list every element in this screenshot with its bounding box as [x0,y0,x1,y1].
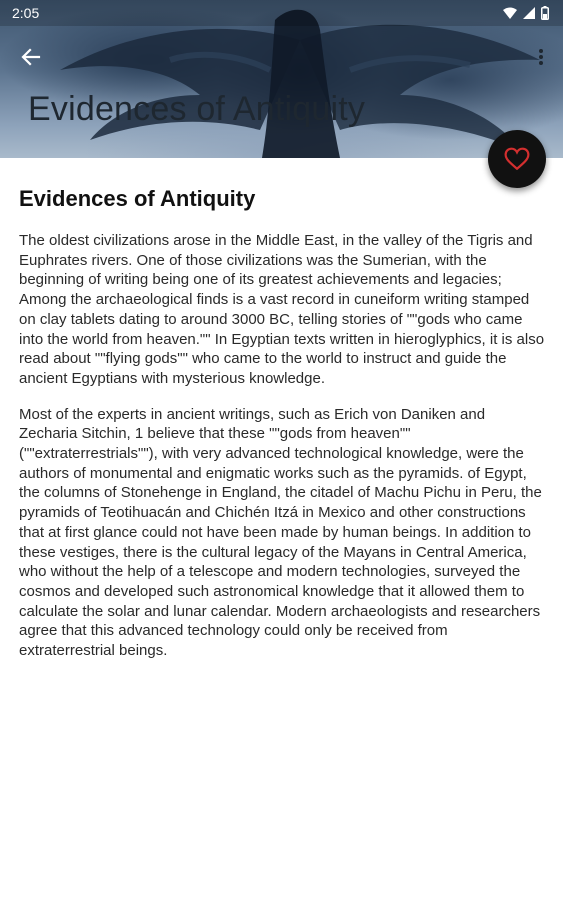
more-options-button[interactable] [529,40,553,74]
heart-icon [504,147,530,171]
article-title: Evidences of Antiquity [19,186,256,211]
status-icons [503,6,549,20]
more-vert-icon [538,48,544,66]
battery-icon [541,6,549,20]
favorite-button[interactable] [488,130,546,188]
wifi-icon [503,7,517,19]
status-bar [0,0,563,26]
back-button[interactable] [14,40,48,74]
arrow-back-icon [21,47,41,67]
signal-icon [523,7,535,19]
article-paragraph: Most of the experts in ancient writings, such as Erich von Daniken and Zecharia Sitchin, 1 believe that these ""gods from heaven"" (""extraterrestrials""), with very advanced technological knowledge, were the authors of monumental and enigmatic works such as the pyramids. of Egypt, the columns of Stonehenge in England, the citadel of Machu Pichu in Peru, the pyramids of Teotihuacán and Chichén Itzá in Mexico and other constructions that at first glance could not have been made by human beings. In addition to these vestiges, there is the cultural legacy of the Mayans in Central America, who without the help of a telescope and modern technologies, surveyed the cosmos and developed such astronomical knowledge that it allowed them to calculate the solar and lunar calendar. Modern archaeologists and researchers agree that this advanced technology could only be received from extraterrestrial beings. [19,405,542,660]
article-content [19,186,547,677]
toolbar-title: Evidences of Antiquity [28,90,366,128]
article-paragraph: The oldest civilizations arose in the Middle East, in the valley of the Tigris and Euphrates rivers. One of those civilizations was the Sumerian, with the beginning of writing being one of its greatest achievements and legacies; Among the archaeological finds is a vast record in cuneiform writing stamped on clay tablets dating to around 3000 BC, telling stories of ""gods who came into the world from heaven."" In Egyptian texts written in hieroglyphics, it is also read about ""flying gods"" who came to the world to instruct and guide the ancient Egyptians with mysterious knowledge. [19,232,545,387]
status-time: 2:05 [12,5,40,21]
collapsing-header [0,0,563,158]
